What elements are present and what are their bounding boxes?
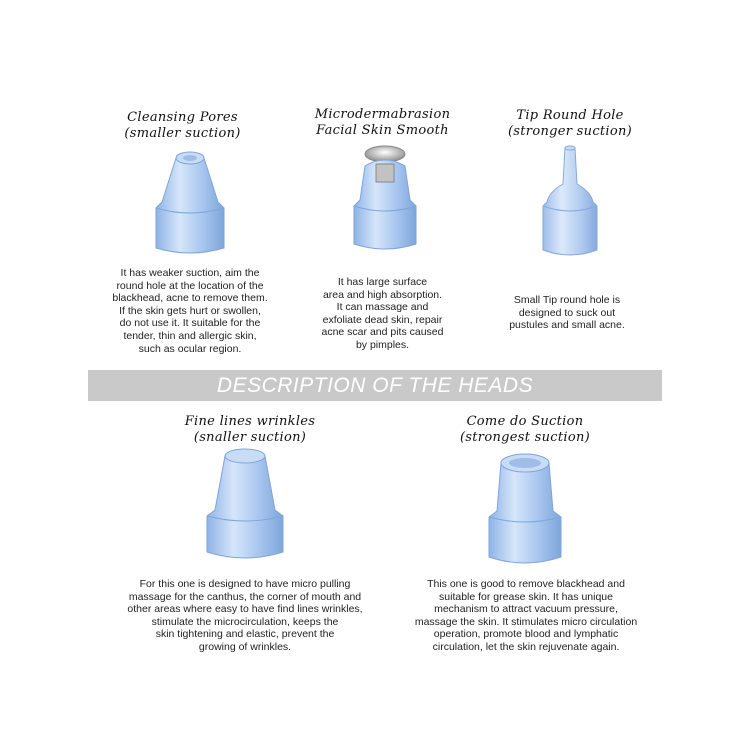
wide-hole-tip-icon [475, 445, 575, 575]
desc-line: area and high absorption. [322, 288, 443, 301]
desc-line: do not use it. It suitable for the [119, 317, 261, 330]
desc-line: tender, thin and allergic skin, [123, 329, 257, 342]
head-title-line2: (strongest suction) [459, 430, 591, 445]
desc-line: other areas where easy to have find lines wrinkles, [127, 603, 363, 616]
desc-line: growing of wrinkles. [198, 640, 292, 653]
narrow-tip-icon [525, 140, 615, 265]
banner-text: DESCRIPTION OF THE HEADS [216, 373, 534, 397]
desc-line: pustules and small acne. [509, 319, 625, 332]
desc-line: For this one is designed to have micro pulling [139, 578, 351, 590]
head-title-line2: (smaller suction) [124, 126, 241, 141]
head-title-line1: Tip Round Hole [516, 108, 624, 123]
desc-line: round hole at the location of the [116, 279, 264, 292]
head-title-line1: Fine lines wrinkles [184, 414, 316, 429]
desc-line: mechanism to attract vacuum pressure, [434, 603, 618, 616]
head-title-come-do-suction [440, 414, 610, 446]
desc-line: skin tightening and elastic, prevent the [155, 628, 335, 641]
desc-line: suitable for grease skin. It has unique [439, 590, 613, 603]
desc-line: circulation, let the skin rejuvenate again. [432, 640, 620, 653]
desc-line: acne scar and pits caused [321, 326, 444, 339]
head-title-line2: (snaller suction) [193, 430, 307, 445]
desc-line: operation, promote blood and lymphatic [433, 628, 619, 641]
head-title-line2: Facial Skin Smooth [316, 123, 449, 138]
desc-line: massage for the canthus, the corner of mouth and [128, 590, 362, 603]
desc-line: It can massage and [336, 301, 429, 314]
head-title-tip-round-hole [495, 108, 645, 140]
desc-line: by pimples. [355, 338, 410, 351]
head-description-come-do-suction [395, 578, 657, 654]
head-title-microdermabrasion [300, 107, 465, 139]
desc-line: If the skin gets hurt or swollen, [119, 304, 261, 317]
head-title-line1: Cleansing Pores [127, 110, 238, 125]
desc-line: exfoliate dead skin, repair [322, 313, 443, 326]
bell-tip-icon [195, 440, 295, 570]
head-description-fine-lines [110, 578, 380, 654]
dome-tip-icon [140, 140, 240, 265]
desc-line: such as ocular region. [138, 342, 242, 355]
desc-line: designed to suck out [518, 306, 616, 319]
head-description-cleansing-pores [95, 267, 285, 355]
head-description-microdermabrasion [300, 276, 465, 352]
head-title-line2: (stronger suction) [507, 124, 633, 139]
head-description-tip-round-hole [492, 294, 642, 332]
desc-line: It has large surface [337, 276, 428, 288]
desc-line: massage the skin. It stimulates micro circulation [414, 615, 638, 628]
desc-line: Small Tip round hole is [513, 294, 621, 306]
diamond-tip-icon [340, 140, 430, 265]
head-title-cleansing-pores [95, 110, 270, 142]
desc-line: This one is good to remove blackhead and [427, 578, 625, 590]
head-title-line1: Microdermabrasion [314, 107, 451, 122]
desc-line: blackhead, acne to remove them. [112, 292, 268, 305]
head-title-line1: Come do Suction [466, 414, 584, 429]
section-banner [88, 370, 662, 401]
desc-line: It has weaker suction, aim the [120, 267, 260, 279]
desc-line: stimulate the microcirculation, keeps the [151, 615, 339, 628]
